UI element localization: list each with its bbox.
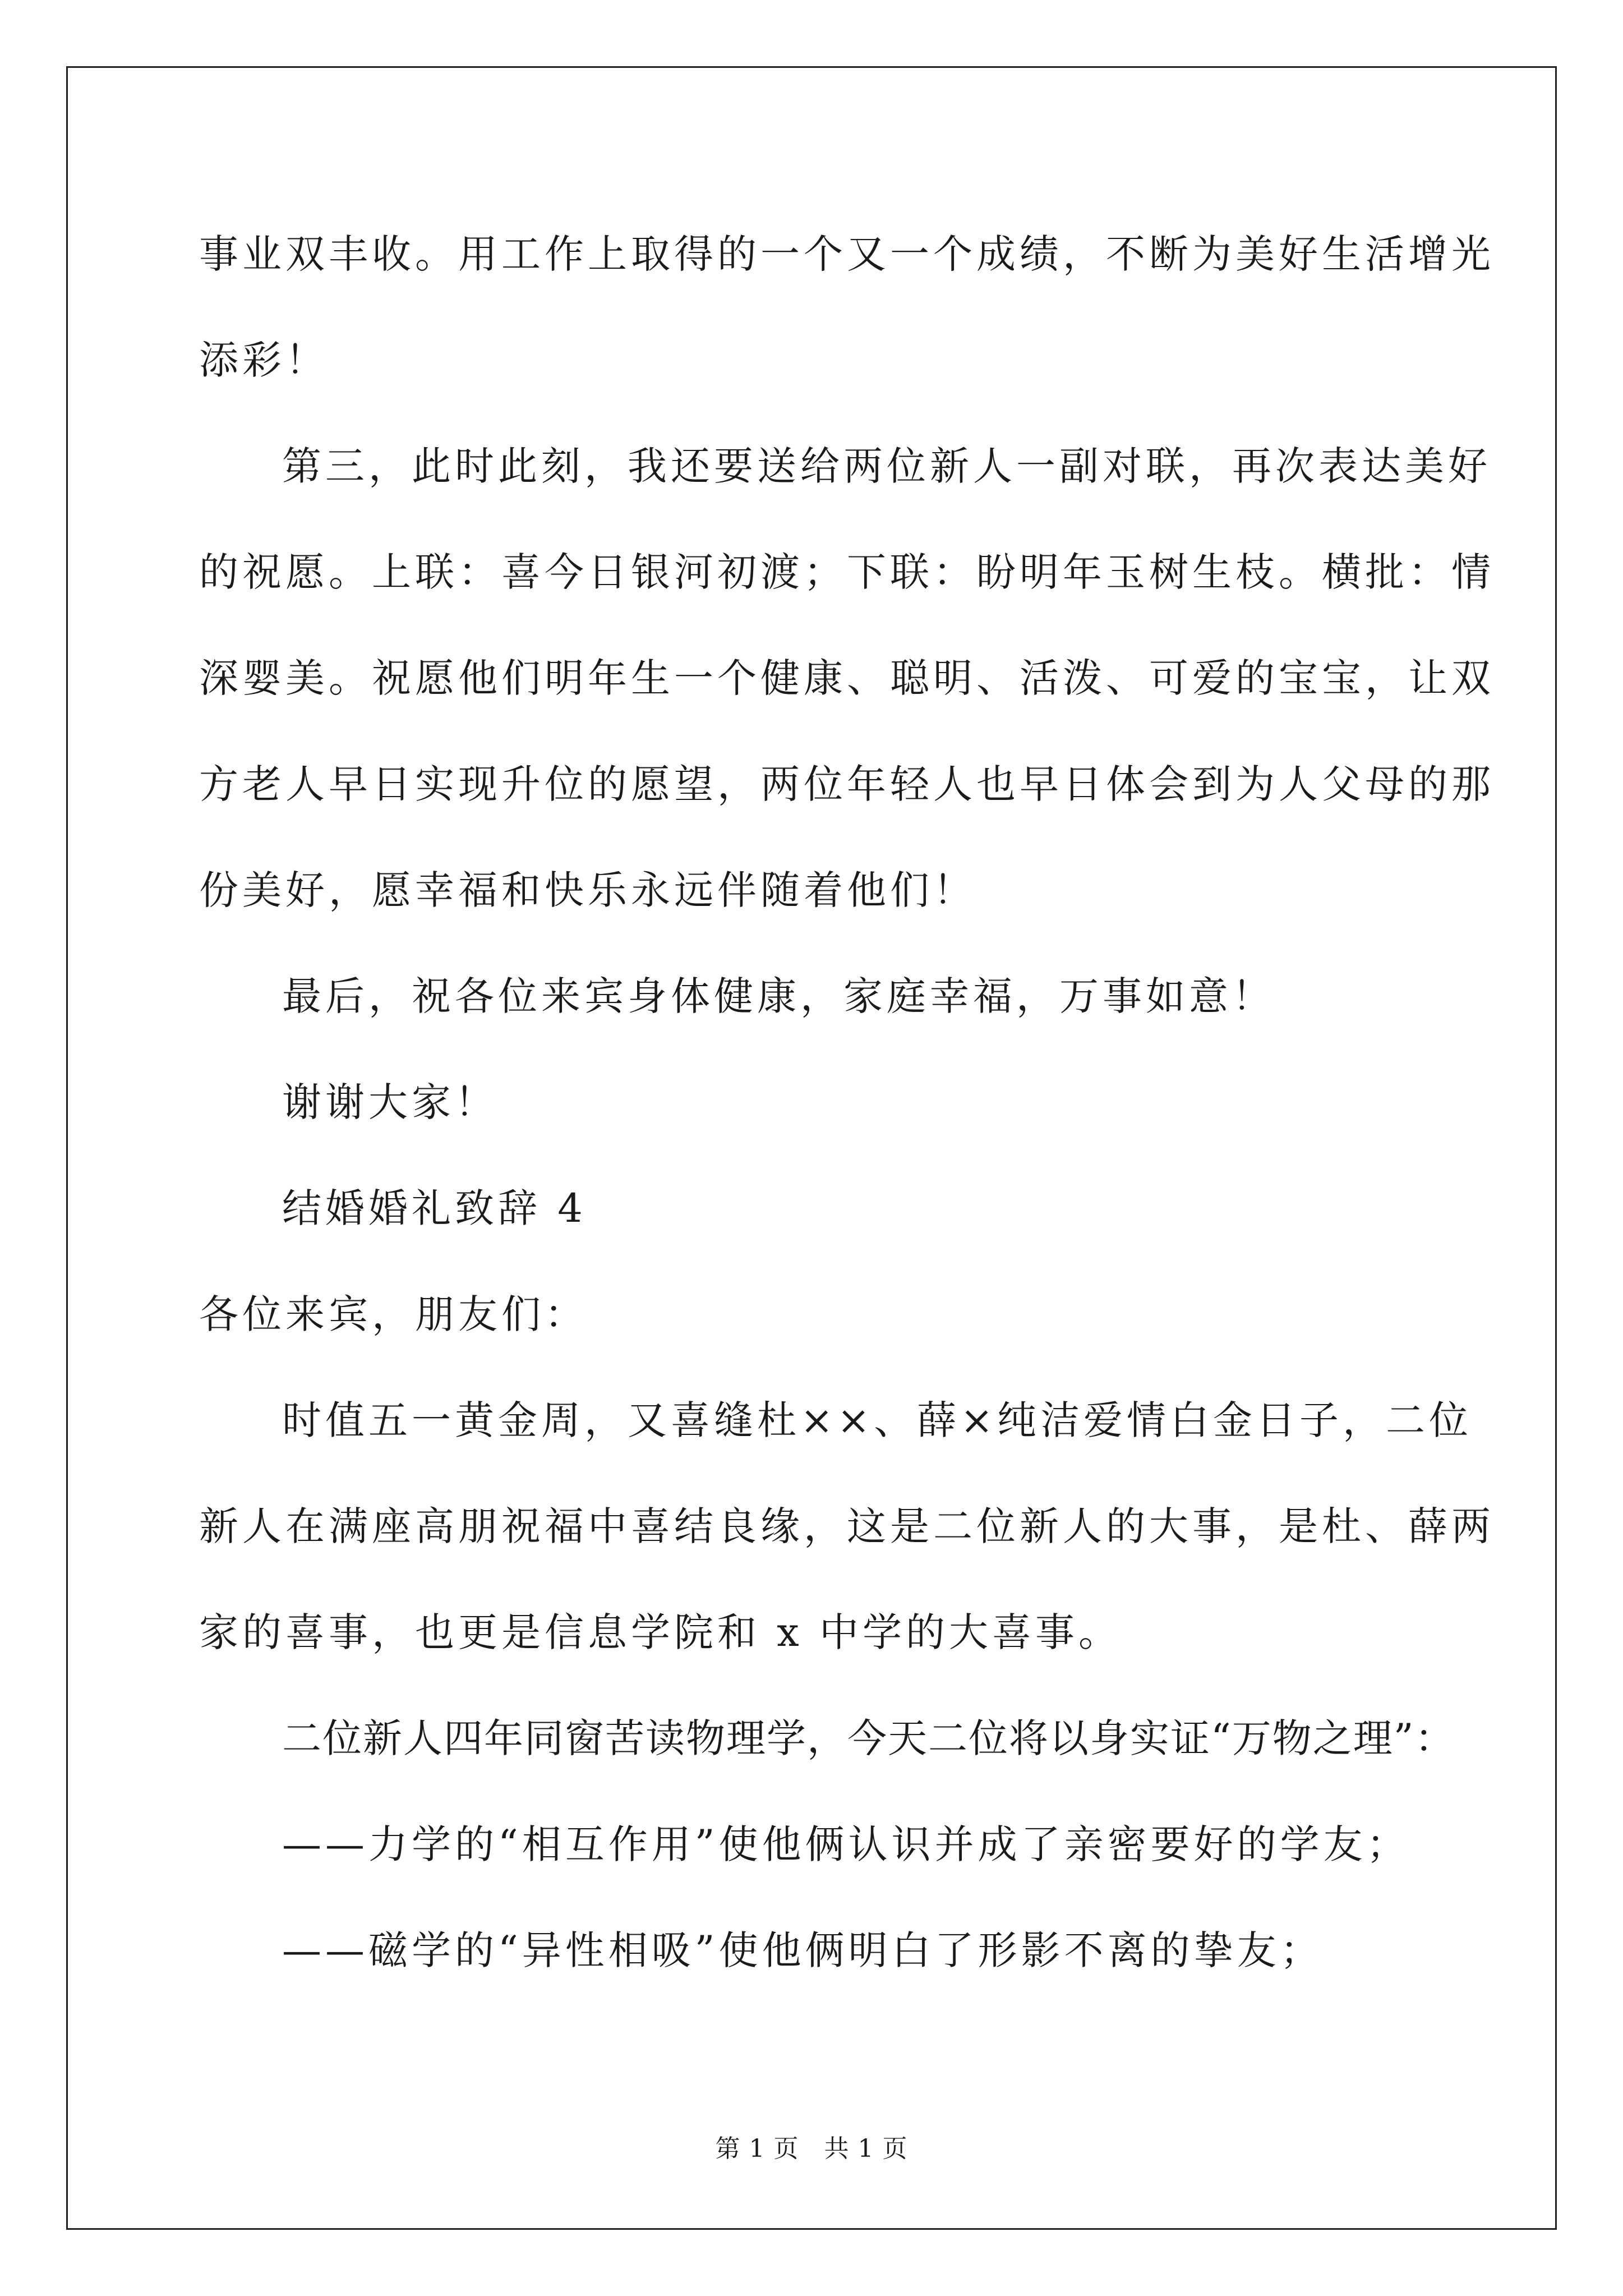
body-line: 谢谢大家！ <box>282 1079 498 1125</box>
body-line: ——磁学的“异性相吸”使他俩明白了形影不离的挚友； <box>282 1927 1324 1973</box>
body-line: 最后，祝各位来宾身体健康，家庭幸福，万事如意！ <box>282 973 1275 1019</box>
section-heading: 结婚婚礼致辞 4 <box>282 1185 587 1231</box>
page-footer: 第 1 页 共 1 页 <box>715 2134 908 2163</box>
body-line: 时值五一黄金周，又喜缝杜××、薛×纯洁爱情白金日子，二位 <box>282 1397 1472 1443</box>
body-line: 事业双丰收。用工作上取得的一个又一个成绩，不断为美好生活增光 <box>199 231 1495 277</box>
body-line: 第三，此时此刻，我还要送给两位新人一副对联，再次表达美好 <box>282 443 1491 489</box>
body-line: 份美好，愿幸福和快乐永远伴随着他们！ <box>199 867 976 913</box>
body-line: 深婴美。祝愿他们明年生一个健康、聪明、活泼、可爱的宝宝，让双 <box>199 655 1495 701</box>
body-line: ——力学的“相互作用”使他俩认识并成了亲密要好的学友； <box>282 1821 1410 1867</box>
salutation: 各位来宾，朋友们： <box>199 1291 588 1337</box>
body-line: 方老人早日实现升位的愿望，两位年轻人也早日体会到为人父母的那 <box>199 761 1495 807</box>
body-line: 的祝愿。上联：喜今日银河初渡；下联：盼明年玉树生枝。横批：情 <box>199 549 1495 595</box>
body-line: 新人在满座高朋祝福中喜结良缘，这是二位新人的大事，是杜、薛两 <box>199 1503 1495 1549</box>
page-border <box>66 66 1557 2230</box>
body-line: 二位新人四年同窗苦读物理学，今天二位将以身实证“万物之理”： <box>282 1715 1455 1761</box>
body-line: 家的喜事，也更是信息学院和 x 中学的大喜事。 <box>199 1609 1122 1655</box>
body-line: 添彩！ <box>199 337 329 383</box>
